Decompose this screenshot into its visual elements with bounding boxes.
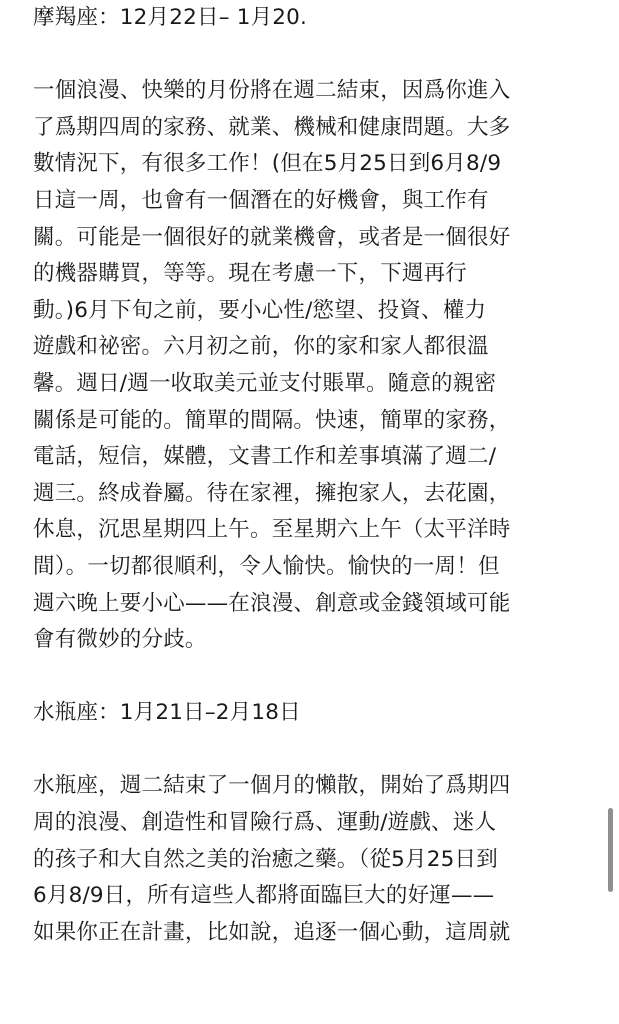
- text-line: 遊戲和祕密。六月初之前，你的家和家人都很溫: [33, 334, 489, 360]
- scrollbar-thumb[interactable]: [608, 808, 613, 892]
- paragraph-gap: [33, 732, 593, 769]
- text-line: 休息，沉思星期四上午。至星期六上午（太平洋時: [33, 517, 511, 543]
- section-heading-aquarius: 水瓶座：1月21日–2月18日: [33, 700, 301, 726]
- text-line: 關。可能是一個很好的就業機會，或者是一個很好: [33, 224, 511, 250]
- text-line: 的孩子和大自然之美的治癒之藥。（從5月25日到: [33, 846, 498, 872]
- text-line: 會有微妙的分歧。: [33, 627, 207, 653]
- text-line: 關係是可能的。簡單的間隔。快速，簡單的家務，: [33, 407, 511, 433]
- paragraph-gap: [33, 659, 593, 696]
- text-line: 了爲期四周的家務、就業、機械和健康問題。大多: [33, 114, 511, 140]
- paragraph-aquarius: [33, 768, 593, 951]
- text-line: 6月8/9日，所有這些人都將面臨巨大的好運——: [33, 883, 495, 909]
- text-line: 馨。週日/週一收取美元並支付賬單。隨意的親密: [33, 370, 497, 396]
- text-line: 週六晚上要小心——在浪漫、創意或金錢領域可能: [33, 590, 511, 616]
- section-heading-capricorn: 摩羯座：12月22日– 1月20.: [33, 5, 308, 30]
- text-line: 如果你正在計畫，比如說，追逐一個心動，這周就: [33, 919, 511, 945]
- text-line: 數情況下，有很多工作！(但在5月25日到6月8/9: [33, 151, 502, 177]
- text-line: 日這一周，也會有一個潛在的好機會，與工作有: [33, 187, 489, 213]
- text-line: 電話，短信，媒體，文書工作和差事填滿了週二/: [33, 444, 497, 470]
- text-line: 的機器購買，等等。現在考慮一下，下週再行: [33, 261, 468, 287]
- text-line: 一個浪漫、快樂的月份將在週二結束，因爲你進入: [33, 78, 511, 104]
- text-line: 動。)6月下旬之前，要小心性/慾望、投資、權力: [33, 297, 487, 323]
- paragraph-capricorn: [33, 73, 593, 659]
- text-line: 週三。終成眷屬。待在家裡，擁抱家人，去花園，: [33, 480, 511, 506]
- text-line: 水瓶座，週二結束了一個月的懶散，開始了爲期四: [33, 773, 511, 799]
- article-body: [33, 0, 593, 951]
- text-line: 間）。一切都很順利，令人愉快。愉快的一周！但: [33, 553, 500, 579]
- text-line: 周的浪漫、創造性和冒險行爲、運動/遊戲、迷人: [33, 810, 497, 836]
- paragraph-gap: [33, 37, 593, 74]
